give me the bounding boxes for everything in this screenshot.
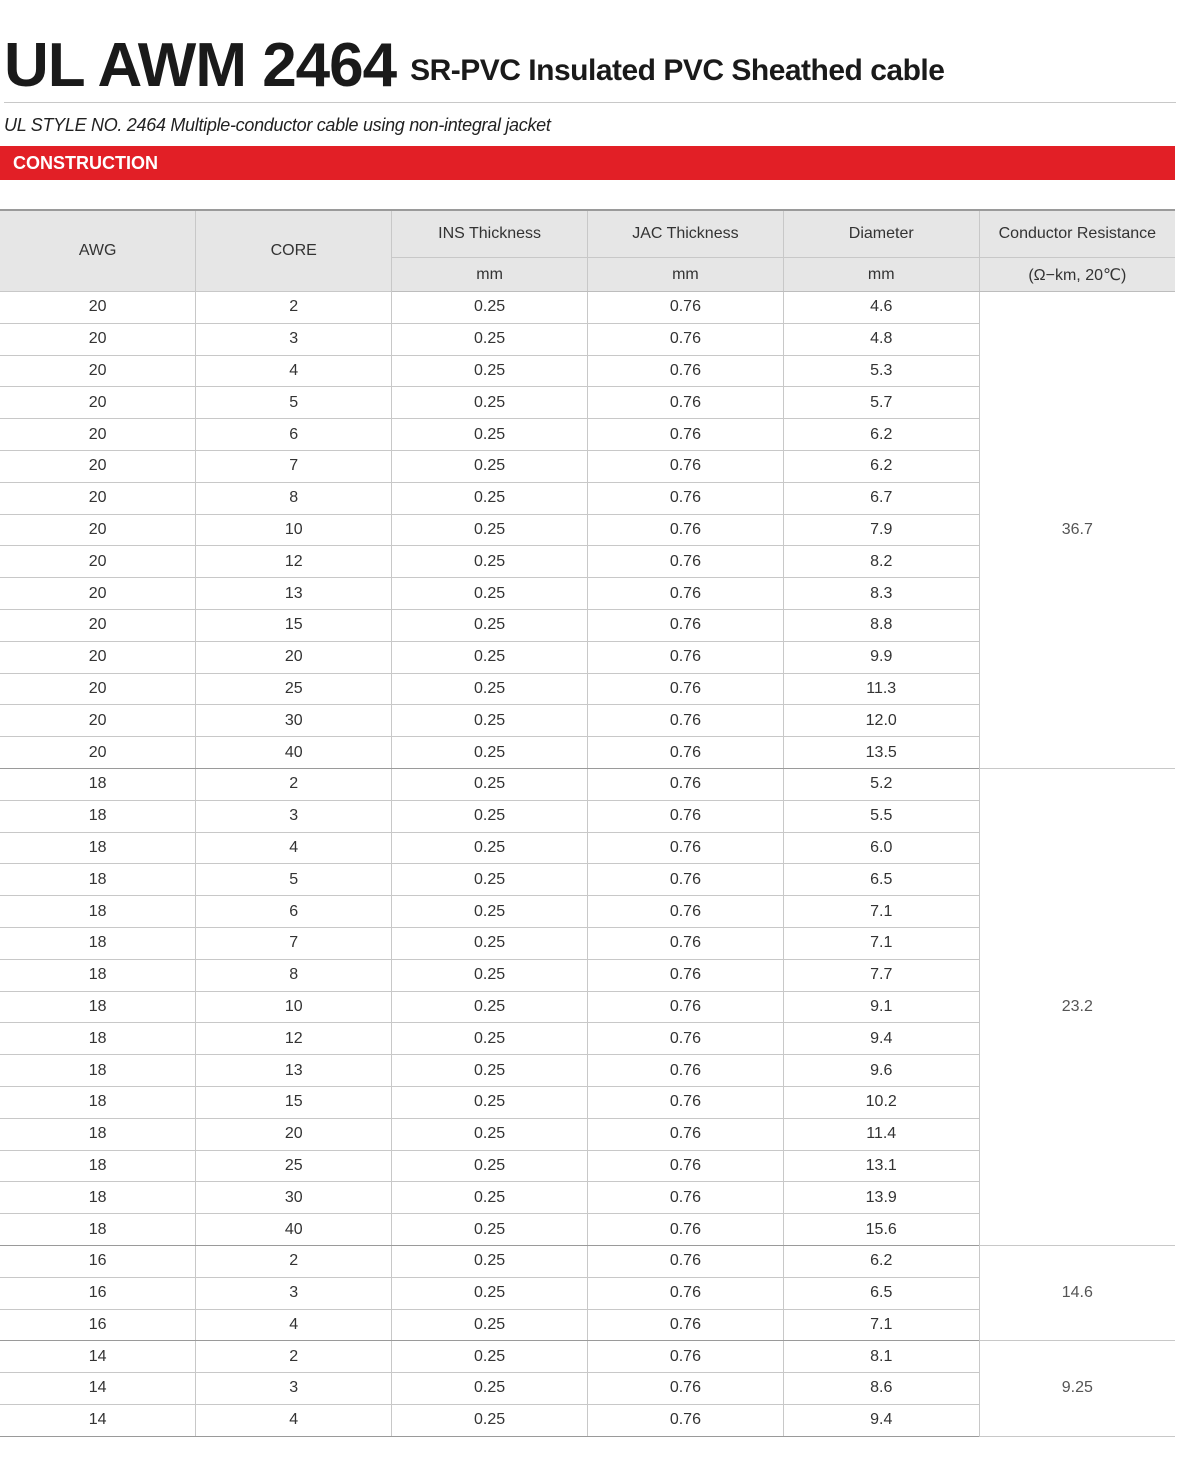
cell-ins-thickness: 0.25	[392, 1404, 588, 1436]
cell-ins-thickness: 0.25	[392, 1214, 588, 1246]
cell-diameter: 8.1	[783, 1341, 979, 1373]
cell-core: 25	[196, 673, 392, 705]
cell-ins-thickness: 0.25	[392, 1086, 588, 1118]
cell-ins-thickness: 0.25	[392, 1277, 588, 1309]
cell-jac-thickness: 0.76	[587, 578, 783, 610]
cell-jac-thickness: 0.76	[587, 641, 783, 673]
table-row	[0, 1341, 1175, 1373]
cell-awg: 20	[0, 323, 196, 355]
cell-awg: 20	[0, 482, 196, 514]
cell-jac-thickness: 0.76	[587, 673, 783, 705]
cell-diameter: 10.2	[783, 1086, 979, 1118]
cell-core: 3	[196, 1277, 392, 1309]
cell-ins-thickness: 0.25	[392, 1118, 588, 1150]
cell-core: 4	[196, 832, 392, 864]
cell-jac-thickness: 0.76	[587, 323, 783, 355]
cell-ins-thickness: 0.25	[392, 1023, 588, 1055]
cell-awg: 20	[0, 546, 196, 578]
cell-ins-thickness: 0.25	[392, 1182, 588, 1214]
cell-jac-thickness: 0.76	[587, 1404, 783, 1436]
cell-jac-thickness: 0.76	[587, 482, 783, 514]
header-row	[0, 210, 1175, 258]
cell-jac-thickness: 0.76	[587, 864, 783, 896]
col-header-jac-thickness: JAC Thickness	[587, 210, 783, 258]
cell-ins-thickness: 0.25	[392, 1373, 588, 1405]
cell-core: 30	[196, 1182, 392, 1214]
cell-core: 13	[196, 578, 392, 610]
cell-jac-thickness: 0.76	[587, 927, 783, 959]
cell-core: 40	[196, 737, 392, 769]
col-header-awg: AWG	[0, 210, 196, 292]
cell-core: 30	[196, 705, 392, 737]
table-row	[0, 1245, 1175, 1277]
cell-diameter: 7.9	[783, 514, 979, 546]
cell-core: 3	[196, 1373, 392, 1405]
cell-jac-thickness: 0.76	[587, 450, 783, 482]
cell-core: 10	[196, 991, 392, 1023]
cell-jac-thickness: 0.76	[587, 1214, 783, 1246]
cell-core: 10	[196, 514, 392, 546]
cell-awg: 20	[0, 387, 196, 419]
section-title: CONSTRUCTION	[13, 153, 158, 173]
cell-jac-thickness: 0.76	[587, 1245, 783, 1277]
cell-awg: 20	[0, 450, 196, 482]
cell-conductor-resistance: 36.7	[979, 292, 1175, 769]
cell-diameter: 4.8	[783, 323, 979, 355]
cell-ins-thickness: 0.25	[392, 450, 588, 482]
cell-awg: 20	[0, 355, 196, 387]
cell-core: 25	[196, 1150, 392, 1182]
unit-jac: mm	[587, 258, 783, 292]
cell-awg: 18	[0, 1055, 196, 1087]
cell-core: 4	[196, 1309, 392, 1341]
cell-awg: 18	[0, 832, 196, 864]
cell-core: 12	[196, 1023, 392, 1055]
cell-conductor-resistance: 9.25	[979, 1341, 1175, 1436]
cell-diameter: 8.3	[783, 578, 979, 610]
page-title: UL AWM 2464	[4, 31, 397, 100]
cell-awg: 14	[0, 1373, 196, 1405]
cell-core: 7	[196, 927, 392, 959]
cell-ins-thickness: 0.25	[392, 705, 588, 737]
cell-diameter: 13.1	[783, 1150, 979, 1182]
cell-awg: 18	[0, 1214, 196, 1246]
table-header	[0, 210, 1175, 292]
unit-diameter: mm	[783, 258, 979, 292]
cell-core: 5	[196, 387, 392, 419]
cell-jac-thickness: 0.76	[587, 355, 783, 387]
table-row	[0, 292, 1175, 324]
cell-diameter: 6.5	[783, 1277, 979, 1309]
cell-awg: 14	[0, 1341, 196, 1373]
cell-jac-thickness: 0.76	[587, 1118, 783, 1150]
cell-ins-thickness: 0.25	[392, 292, 588, 324]
cell-core: 2	[196, 1341, 392, 1373]
cell-diameter: 5.7	[783, 387, 979, 419]
cell-core: 12	[196, 546, 392, 578]
cell-jac-thickness: 0.76	[587, 737, 783, 769]
cell-awg: 20	[0, 578, 196, 610]
cell-diameter: 13.9	[783, 1182, 979, 1214]
unit-ins: mm	[392, 258, 588, 292]
cell-awg: 20	[0, 514, 196, 546]
cell-jac-thickness: 0.76	[587, 768, 783, 800]
cell-awg: 18	[0, 991, 196, 1023]
cell-core: 40	[196, 1214, 392, 1246]
cell-awg: 20	[0, 419, 196, 451]
cell-ins-thickness: 0.25	[392, 323, 588, 355]
cell-ins-thickness: 0.25	[392, 387, 588, 419]
cell-diameter: 13.5	[783, 737, 979, 769]
cell-ins-thickness: 0.25	[392, 927, 588, 959]
cell-awg: 18	[0, 1023, 196, 1055]
cell-jac-thickness: 0.76	[587, 896, 783, 928]
cell-awg: 18	[0, 1086, 196, 1118]
cell-diameter: 7.1	[783, 1309, 979, 1341]
cell-jac-thickness: 0.76	[587, 1055, 783, 1087]
cell-jac-thickness: 0.76	[587, 1341, 783, 1373]
cell-awg: 18	[0, 927, 196, 959]
cell-diameter: 6.2	[783, 450, 979, 482]
col-header-diameter: Diameter	[783, 210, 979, 258]
cell-ins-thickness: 0.25	[392, 355, 588, 387]
style-description: UL STYLE NO. 2464 Multiple-conductor cable using non-integral jacket	[4, 115, 551, 135]
cell-core: 2	[196, 1245, 392, 1277]
title-row	[4, 30, 1176, 103]
cell-diameter: 6.2	[783, 1245, 979, 1277]
cell-diameter: 6.2	[783, 419, 979, 451]
cell-ins-thickness: 0.25	[392, 1341, 588, 1373]
cell-core: 6	[196, 419, 392, 451]
col-header-core: CORE	[196, 210, 392, 292]
cell-diameter: 9.4	[783, 1404, 979, 1436]
cell-awg: 20	[0, 705, 196, 737]
cell-diameter: 5.5	[783, 800, 979, 832]
cell-jac-thickness: 0.76	[587, 387, 783, 419]
construction-table	[0, 209, 1175, 1437]
cell-ins-thickness: 0.25	[392, 673, 588, 705]
cell-core: 6	[196, 896, 392, 928]
cell-ins-thickness: 0.25	[392, 641, 588, 673]
cell-diameter: 8.8	[783, 609, 979, 641]
cell-jac-thickness: 0.76	[587, 1182, 783, 1214]
cell-ins-thickness: 0.25	[392, 482, 588, 514]
cell-core: 20	[196, 641, 392, 673]
cell-diameter: 9.6	[783, 1055, 979, 1087]
cell-ins-thickness: 0.25	[392, 1245, 588, 1277]
cell-diameter: 12.0	[783, 705, 979, 737]
cell-jac-thickness: 0.76	[587, 1023, 783, 1055]
cell-awg: 18	[0, 800, 196, 832]
cell-awg: 18	[0, 864, 196, 896]
cell-jac-thickness: 0.76	[587, 609, 783, 641]
cell-ins-thickness: 0.25	[392, 800, 588, 832]
cell-awg: 18	[0, 768, 196, 800]
cell-awg: 18	[0, 1118, 196, 1150]
col-header-conductor-resistance: Conductor Resistance	[979, 210, 1175, 258]
cell-diameter: 5.3	[783, 355, 979, 387]
col-header-ins-thickness: INS Thickness	[392, 210, 588, 258]
cell-jac-thickness: 0.76	[587, 1150, 783, 1182]
cell-ins-thickness: 0.25	[392, 1150, 588, 1182]
cell-diameter: 9.4	[783, 1023, 979, 1055]
cell-awg: 14	[0, 1404, 196, 1436]
page-subtitle: SR-PVC Insulated PVC Sheathed cable	[410, 54, 945, 87]
cell-jac-thickness: 0.76	[587, 832, 783, 864]
cell-ins-thickness: 0.25	[392, 578, 588, 610]
cell-core: 15	[196, 609, 392, 641]
cell-diameter: 6.7	[783, 482, 979, 514]
cell-diameter: 7.1	[783, 927, 979, 959]
cell-awg: 20	[0, 737, 196, 769]
cell-jac-thickness: 0.76	[587, 991, 783, 1023]
cell-jac-thickness: 0.76	[587, 292, 783, 324]
cell-awg: 16	[0, 1309, 196, 1341]
cell-ins-thickness: 0.25	[392, 737, 588, 769]
cell-ins-thickness: 0.25	[392, 896, 588, 928]
cell-ins-thickness: 0.25	[392, 609, 588, 641]
cell-awg: 16	[0, 1277, 196, 1309]
cell-ins-thickness: 0.25	[392, 991, 588, 1023]
cell-jac-thickness: 0.76	[587, 1309, 783, 1341]
table-body	[0, 292, 1175, 1437]
cell-core: 8	[196, 959, 392, 991]
cell-awg: 18	[0, 959, 196, 991]
cell-core: 7	[196, 450, 392, 482]
cell-jac-thickness: 0.76	[587, 546, 783, 578]
cell-core: 4	[196, 355, 392, 387]
cell-ins-thickness: 0.25	[392, 864, 588, 896]
cell-core: 13	[196, 1055, 392, 1087]
table-row	[0, 768, 1175, 800]
cell-ins-thickness: 0.25	[392, 1055, 588, 1087]
cell-diameter: 5.2	[783, 768, 979, 800]
cell-ins-thickness: 0.25	[392, 768, 588, 800]
cell-awg: 20	[0, 292, 196, 324]
cell-core: 20	[196, 1118, 392, 1150]
cell-core: 2	[196, 292, 392, 324]
cell-awg: 18	[0, 1182, 196, 1214]
cell-awg: 20	[0, 609, 196, 641]
cell-awg: 20	[0, 673, 196, 705]
cell-jac-thickness: 0.76	[587, 1277, 783, 1309]
cell-jac-thickness: 0.76	[587, 419, 783, 451]
cell-core: 15	[196, 1086, 392, 1118]
cell-jac-thickness: 0.76	[587, 1086, 783, 1118]
cell-ins-thickness: 0.25	[392, 514, 588, 546]
cell-diameter: 9.9	[783, 641, 979, 673]
cell-diameter: 11.3	[783, 673, 979, 705]
cell-jac-thickness: 0.76	[587, 1373, 783, 1405]
cell-diameter: 7.1	[783, 896, 979, 928]
cell-ins-thickness: 0.25	[392, 419, 588, 451]
cell-ins-thickness: 0.25	[392, 832, 588, 864]
cell-jac-thickness: 0.76	[587, 959, 783, 991]
cell-ins-thickness: 0.25	[392, 959, 588, 991]
cell-core: 8	[196, 482, 392, 514]
cell-diameter: 15.6	[783, 1214, 979, 1246]
cell-core: 2	[196, 768, 392, 800]
cell-diameter: 6.0	[783, 832, 979, 864]
cell-awg: 20	[0, 641, 196, 673]
cell-ins-thickness: 0.25	[392, 546, 588, 578]
cell-core: 3	[196, 323, 392, 355]
cell-core: 3	[196, 800, 392, 832]
cell-awg: 18	[0, 896, 196, 928]
cell-jac-thickness: 0.76	[587, 800, 783, 832]
cell-diameter: 4.6	[783, 292, 979, 324]
cell-conductor-resistance: 14.6	[979, 1245, 1175, 1340]
cell-core: 5	[196, 864, 392, 896]
cell-jac-thickness: 0.76	[587, 705, 783, 737]
cell-conductor-resistance: 23.2	[979, 768, 1175, 1245]
cell-diameter: 6.5	[783, 864, 979, 896]
cell-diameter: 9.1	[783, 991, 979, 1023]
section-header-bar	[0, 146, 1175, 180]
cell-jac-thickness: 0.76	[587, 514, 783, 546]
cell-diameter: 11.4	[783, 1118, 979, 1150]
cell-diameter: 8.6	[783, 1373, 979, 1405]
cell-core: 4	[196, 1404, 392, 1436]
cell-awg: 16	[0, 1245, 196, 1277]
cell-awg: 18	[0, 1150, 196, 1182]
cell-ins-thickness: 0.25	[392, 1309, 588, 1341]
unit-resistance: (Ω−km, 20℃)	[979, 258, 1175, 292]
cell-diameter: 8.2	[783, 546, 979, 578]
cell-diameter: 7.7	[783, 959, 979, 991]
